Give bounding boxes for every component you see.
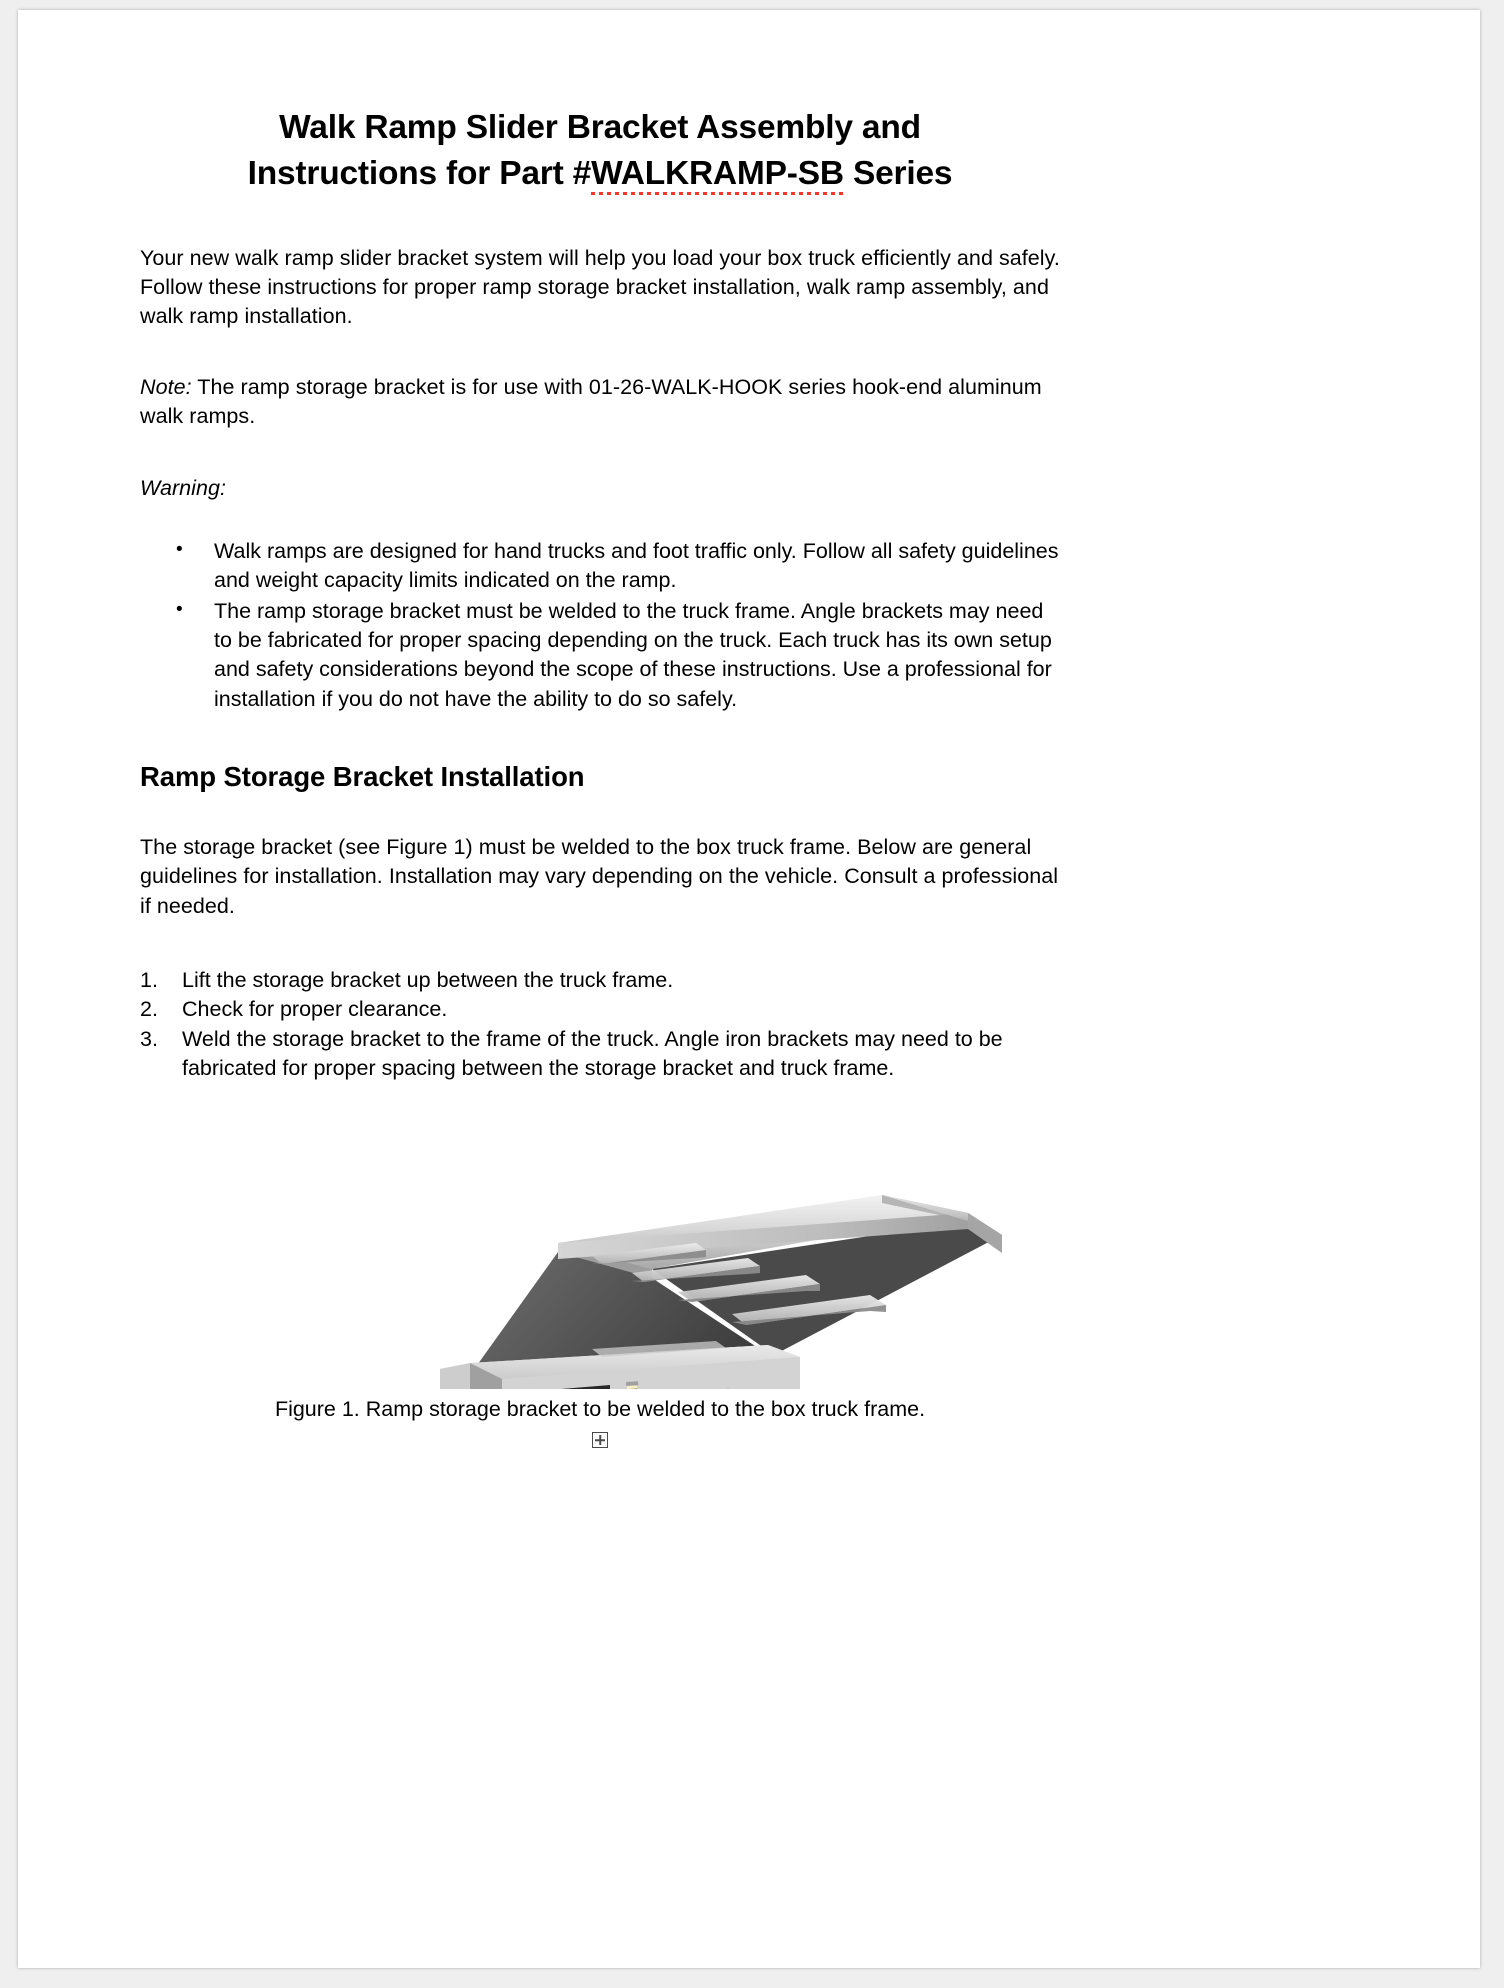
ramp-storage-bracket-illustration xyxy=(140,1117,1060,1389)
title-part-prefix: Instructions for Part # xyxy=(247,154,592,192)
title-part-suffix: Series xyxy=(843,154,953,192)
warning-bullet-list xyxy=(140,537,1060,714)
figure-1 xyxy=(140,1117,1060,1448)
spacer xyxy=(140,715,1060,761)
anchor-horizontal-bar xyxy=(595,1440,605,1442)
part-number-misspelled: WALKRAMP-SB xyxy=(591,155,844,195)
section-paragraph: The storage bracket (see Figure 1) must be welded to the box truck frame. Below are general guidelines for installation. Installation may vary depending on the vehicle. Consult a professional if needed. xyxy=(140,834,1059,918)
document-page xyxy=(18,10,1480,1968)
spacer xyxy=(140,197,1060,244)
title-line-2 xyxy=(150,151,1050,197)
note-paragraph xyxy=(140,373,1060,432)
spacer xyxy=(140,332,1060,373)
section-heading-installation: Ramp Storage Bracket Installation xyxy=(140,760,585,792)
spacer xyxy=(140,503,1060,537)
spacer xyxy=(140,1083,1060,1117)
list-item: • Walk ramps are designed for hand trucks and foot traffic only. Follow all safety guidelines and weight capacity limits indicated on the ramp. xyxy=(140,537,1060,596)
list-item: Check for proper clearance. xyxy=(182,997,448,1022)
document-body xyxy=(140,105,1060,1448)
warning-label: Warning: xyxy=(140,475,227,500)
note-label: Note: xyxy=(140,374,192,399)
title-line-1: Walk Ramp Slider Bracket Assembly and xyxy=(279,109,921,146)
spacer xyxy=(140,921,1060,966)
latch-pin xyxy=(626,1382,638,1390)
spacer xyxy=(140,432,1060,474)
bracket-photo xyxy=(140,1117,1060,1389)
list-item: Lift the storage bracket up between the truck frame. xyxy=(182,967,674,992)
intro-paragraph: Your new walk ramp slider bracket system will help you load your box truck efficiently and safely. Follow these instructions for proper ramp storage bracket installation, walk ramp assembly, and walk ramp installation. xyxy=(140,245,1060,329)
page-title xyxy=(140,105,1060,197)
installation-steps-list xyxy=(140,966,1060,1083)
figure-caption: Figure 1. Ramp storage bracket to be welded to the box truck frame. xyxy=(274,1397,926,1422)
note-text: The ramp storage bracket is for use with 01-26-WALK-HOOK series hook-end aluminum walk ramps. xyxy=(140,374,1042,429)
list-item: Weld the storage bracket to the frame of the truck. Angle iron brackets may need to be fabricated for proper spacing between the storage bracket and truck frame. xyxy=(182,1026,1003,1080)
spacer xyxy=(140,793,1060,833)
object-anchor-icon xyxy=(592,1432,608,1448)
list-item: • The ramp storage bracket must be welded to the truck frame. Angle brackets may need to be fabricated for proper spacing depending on the truck. Each truck has its own setup and safety considerations beyond the scope of these instructions. Use a professional for installation if you do not have the ability to do so safely. xyxy=(140,597,1060,714)
